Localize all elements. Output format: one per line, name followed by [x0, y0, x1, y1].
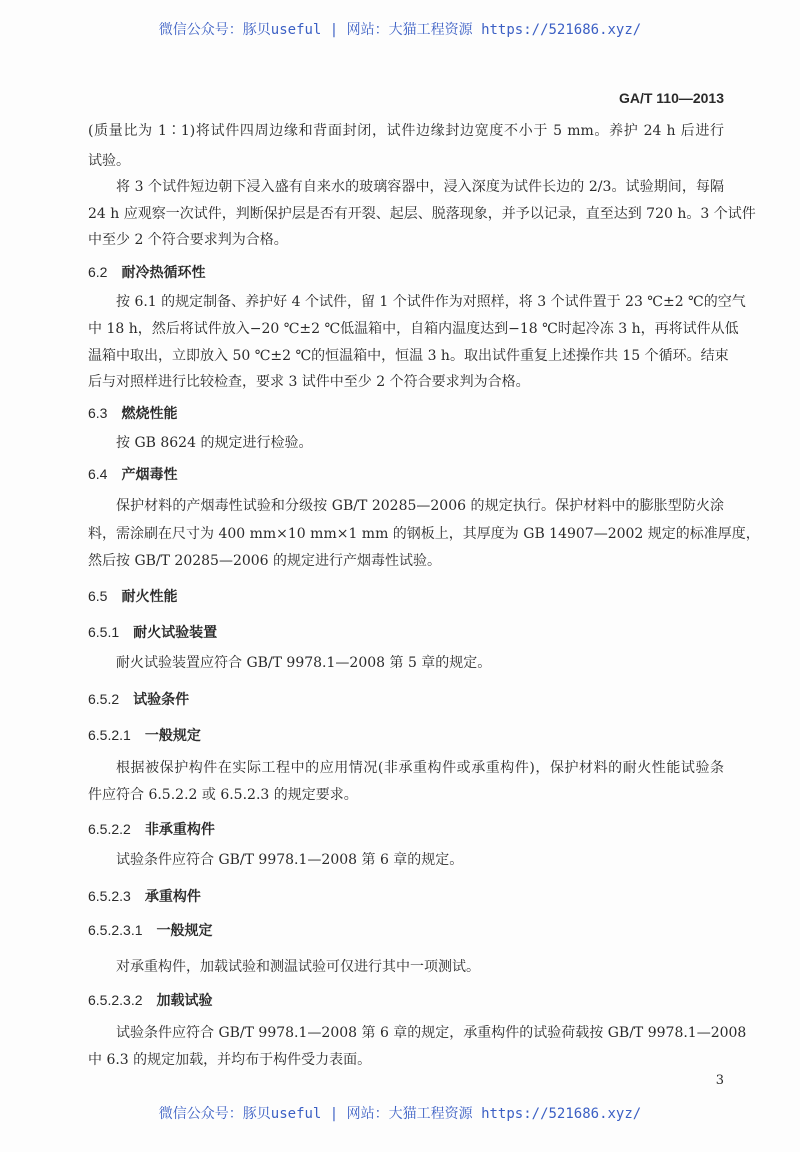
paragraph-line: 24 h 应观察一次试件，判断保护层是否有开裂、起层、脱落现象，并予以记录，直至达到 720 h。3 个试件 [88, 206, 756, 222]
paragraph-line: 保护材料的产烟毒性试验和分级按 GB/T 20285—2006 的规定执行。保护材料中的膨胀型防火涂 [116, 498, 724, 514]
section-title: 耐火性能 [121, 589, 178, 605]
section-heading [88, 586, 724, 606]
standard-number-header: GA/T 110—2013 [618, 90, 724, 106]
watermark-top: 微信公众号：豚贝useful | 网站：大猫工程资源 https://521686.xyz/ [158, 22, 642, 38]
section-number: 6.5.1 [88, 624, 120, 640]
paragraph-line: 按 GB 8624 的规定进行检验。 [116, 435, 313, 451]
paragraph-line: 对承重构件，加载试验和测温试验可仅进行其中一项测试。 [116, 959, 480, 975]
section-heading [88, 990, 724, 1010]
section-heading [88, 403, 724, 423]
section-title: 耐冷热循环性 [121, 265, 206, 281]
section-title: 非承重构件 [144, 822, 215, 838]
paragraph-line: 试验条件应符合 GB/T 9978.1—2008 第 6 章的规定，承重构件的试验荷载按 GB/T 9978.1—2008 [116, 1025, 747, 1041]
paragraph-line: 试验条件应符合 GB/T 9978.1—2008 第 6 章的规定。 [116, 852, 464, 868]
section-number: 6.3 [88, 405, 108, 421]
page-number: 3 [715, 1073, 724, 1088]
paragraph-line: 温箱中取出，立即放入 50 ℃±2 ℃的恒温箱中，恒温 3 h。取出试件重复上述操作共 15 个循环。结束 [88, 348, 729, 364]
section-title: 耐火试验装置 [133, 625, 218, 641]
section-number: 6.5.2.3 [88, 888, 131, 904]
section-number: 6.5.2 [88, 691, 120, 707]
paragraph-line: 中 6.3 的规定加载，并均布于构件受力表面。 [88, 1052, 372, 1068]
section-title: 承重构件 [144, 889, 201, 905]
section-number: 6.5.2.1 [88, 727, 131, 743]
section-heading [88, 689, 724, 709]
section-number: 6.5.2.2 [88, 821, 131, 837]
section-title: 燃烧性能 [121, 406, 178, 422]
section-heading [88, 819, 724, 839]
section-heading [88, 622, 724, 642]
paragraph-line: 中 18 h，然后将试件放入−20 ℃±2 ℃低温箱中，自箱内温度达到−18 ℃时起冷冻 3 h，再将试件从低 [88, 321, 739, 337]
paragraph-line: 根据被保护构件在实际工程中的应用情况(非承重构件或承重构件)，保护材料的耐火性能试验条 [116, 760, 724, 776]
section-title: 一般规定 [144, 728, 201, 744]
section-heading [88, 920, 724, 940]
section-number: 6.5 [88, 588, 108, 604]
section-title: 试验条件 [133, 692, 190, 708]
paragraph-line: 按 6.1 的规定制备、养护好 4 个试件，留 1 个试件作为对照样，将 3 个试件置于 23 ℃±2 ℃的空气 [116, 294, 746, 310]
paragraph-line: 试验。 [88, 153, 130, 169]
paragraph-line: 后与对照样进行比较检查，要求 3 试件中至少 2 个符合要求判为合格。 [88, 374, 530, 390]
section-heading [88, 464, 724, 484]
paragraph-line: 将 3 个试件短边朝下浸入盛有自来水的玻璃容器中，浸入深度为试件长边的 2/3。试验期间，每隔 [116, 179, 724, 195]
paragraph-line: (质量比为 1∶1)将试件四周边缘和背面封闭，试件边缘封边宽度不小于 5 mm。养护 24 h 后进行 [88, 123, 724, 139]
section-number: 6.4 [88, 466, 108, 482]
section-heading [88, 262, 724, 282]
watermark-bottom: 微信公众号：豚贝useful | 网站：大猫工程资源 https://521686.xyz/ [158, 1106, 642, 1122]
section-title: 产烟毒性 [121, 467, 178, 483]
section-title: 加载试验 [156, 993, 213, 1009]
section-heading [88, 886, 724, 906]
paragraph-line: 料，需涂刷在尺寸为 400 mm×10 mm×1 mm 的钢板上，其厚度为 GB 14907—2002 规定的标准厚度， [88, 526, 760, 542]
paragraph-line: 然后按 GB/T 20285—2006 的规定进行产烟毒性试验。 [88, 553, 442, 569]
section-number: 6.5.2.3.1 [88, 922, 143, 938]
section-number: 6.2 [88, 264, 108, 280]
paragraph-line: 耐火试验装置应符合 GB/T 9978.1—2008 第 5 章的规定。 [116, 655, 492, 671]
section-heading [88, 725, 724, 745]
section-number: 6.5.2.3.2 [88, 992, 143, 1008]
paragraph-line: 中至少 2 个符合要求判为合格。 [88, 232, 288, 248]
paragraph-line: 件应符合 6.5.2.2 或 6.5.2.3 的规定要求。 [88, 787, 358, 803]
section-title: 一般规定 [156, 923, 213, 939]
